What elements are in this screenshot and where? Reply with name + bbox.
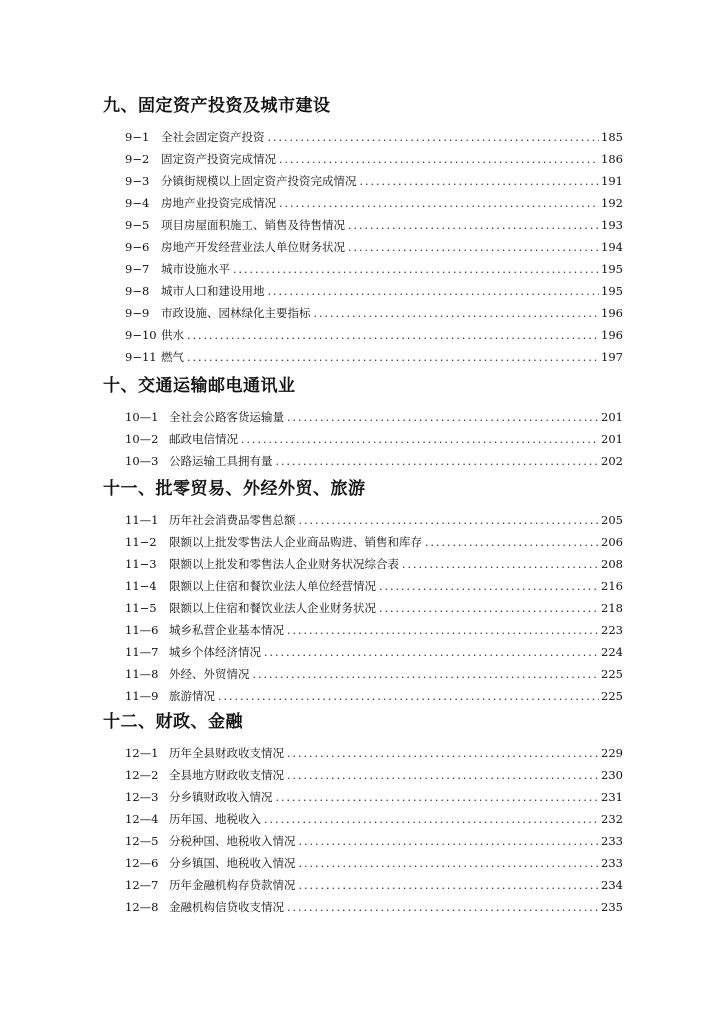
toc-entry[interactable] [103,302,623,324]
toc-entry[interactable] [103,852,623,874]
entry-title: 分税种国、地税收入情况 [169,834,296,848]
dot-leader [299,853,600,875]
entry-number: 11—1 [125,513,159,527]
dot-leader [360,171,600,193]
toc-entry[interactable] [103,786,623,808]
entry-number: 11—6 [125,623,159,637]
toc-entry[interactable] [103,575,623,597]
entry-title: 公路运输工具拥有量 [169,454,273,468]
page-number: 201 [601,432,623,446]
toc-entry[interactable] [103,450,623,472]
entry-list [103,742,623,918]
entry-number: 9−5 [125,218,150,232]
dot-leader [314,303,600,325]
entry-title: 金融机构信贷收支情况 [169,900,284,914]
entry-number: 11−3 [125,557,157,571]
entry-number: 12—3 [125,790,159,804]
entry-title: 旅游情况 [169,689,215,703]
toc-entry[interactable] [103,553,623,575]
entry-title: 固定资产投资完成情况 [161,152,276,166]
dot-leader [379,576,599,598]
page-number: 202 [601,454,623,468]
entry-number: 12—4 [125,812,159,826]
toc-entry[interactable] [103,406,623,428]
entry-title: 历年金融机构存贷款情况 [169,878,296,892]
entry-number: 9−11 [125,350,157,364]
entry-number: 11−5 [125,601,157,615]
page-number: 193 [601,218,623,232]
page-number: 233 [601,856,623,870]
page-number: 234 [601,878,623,892]
dot-leader [287,743,599,765]
entry-number: 9−1 [125,130,150,144]
entry-number: 10—3 [125,454,159,468]
section-title: 十二、财政、金融 [103,712,243,732]
entry-title: 历年全县财政收支情况 [169,746,284,760]
dot-leader [264,809,599,831]
entry-number: 11−4 [125,579,157,593]
page-number: 196 [601,306,623,320]
page-number: 195 [601,262,623,276]
entry-title: 房地产业投资完成情况 [161,196,276,210]
entry-number: 9−10 [125,328,157,342]
page-number: 201 [601,410,623,424]
dot-leader [276,451,600,473]
entry-title: 历年国、地税收入 [169,812,261,826]
entry-number: 9−8 [125,284,150,298]
dot-leader [348,237,599,259]
dot-leader [218,686,599,708]
entry-list [103,406,623,472]
toc-entry[interactable] [103,324,623,346]
entry-title: 限额以上住宿和餐饮业法人企业财务状况 [169,601,376,615]
page-number: 197 [601,350,623,364]
page-number: 233 [601,834,623,848]
toc-section-12 [103,710,623,918]
entry-title: 分乡镇财政收入情况 [169,790,273,804]
dot-leader [425,532,599,554]
entry-title: 限额以上住宿和餐饮业法人单位经营情况 [169,579,376,593]
toc-section-10 [103,374,623,472]
toc-section-11 [103,477,623,707]
section-title: 十、交通运输邮电通讯业 [103,376,296,396]
dot-leader [187,325,599,347]
entry-number: 10—1 [125,410,159,424]
entry-number: 11−2 [125,535,157,549]
dot-leader [268,127,600,149]
entry-title: 邮政电信情况 [169,432,238,446]
toc-section-9 [103,94,623,368]
dot-leader [279,193,599,215]
page-number: 195 [601,284,623,298]
dot-leader [279,149,599,171]
dot-leader [253,664,600,686]
page-number: 208 [601,557,623,571]
toc-entry[interactable] [103,742,623,764]
toc-entry[interactable] [103,214,623,236]
entry-title: 城市设施水平 [161,262,230,276]
entry-title: 房地产开发经营业法人单位财务状况 [161,240,345,254]
entry-number: 11—9 [125,689,159,703]
dot-leader [299,510,600,532]
page-number: 231 [601,790,623,804]
entry-title: 城市人口和建设用地 [161,284,265,298]
toc-entry[interactable] [103,531,623,553]
page-number: 223 [601,623,623,637]
entry-title: 燃气 [161,350,184,364]
entry-number: 9−7 [125,262,150,276]
entry-list [103,509,623,707]
entry-number: 9−3 [125,174,150,188]
dot-leader [402,554,599,576]
page-number: 224 [601,645,623,659]
toc-entry[interactable] [103,764,623,786]
entry-number: 12—5 [125,834,159,848]
section-title: 十一、批零贸易、外经外贸、旅游 [103,479,366,499]
entry-number: 9−9 [125,306,150,320]
entry-title: 限额以上批发和零售法人企业财务状况综合表 [169,557,399,571]
toc-entry[interactable] [103,641,623,663]
entry-number: 12—8 [125,900,159,914]
toc-entry[interactable] [103,874,623,896]
dot-leader [287,897,599,919]
page-number: 230 [601,768,623,782]
dot-leader [287,407,599,429]
entry-number: 12—1 [125,746,159,760]
dot-leader [299,831,600,853]
entry-number: 12—6 [125,856,159,870]
page-number: 186 [601,152,623,166]
dot-leader [287,620,599,642]
entry-title: 供水 [161,328,184,342]
entry-title: 项目房屋面积施工、销售及待售情况 [161,218,345,232]
entry-title: 分乡镇国、地税收入情况 [169,856,296,870]
dot-leader [287,765,599,787]
entry-number: 11—8 [125,667,159,681]
entry-number: 12—2 [125,768,159,782]
toc-entry[interactable] [103,148,623,170]
toc-entry[interactable] [103,192,623,214]
toc-entry[interactable] [103,896,623,918]
dot-leader [268,281,600,303]
entry-title: 历年社会消费品零售总额 [169,513,296,527]
page-number: 194 [601,240,623,254]
toc-entry[interactable] [103,830,623,852]
dot-leader [233,259,599,281]
dot-leader [299,875,600,897]
toc-entry[interactable] [103,509,623,531]
entry-number: 11—7 [125,645,159,659]
toc-entry[interactable] [103,280,623,302]
entry-title: 外经、外贸情况 [169,667,250,681]
toc-entry[interactable] [103,597,623,619]
entry-title: 分镇街规模以上固定资产投资完成情况 [161,174,357,188]
entry-title: 全县地方财政收支情况 [169,768,284,782]
page-number: 192 [601,196,623,210]
page-number: 235 [601,900,623,914]
toc-entry[interactable] [103,170,623,192]
toc-entry[interactable] [103,346,623,368]
dot-leader [276,787,600,809]
toc-entry[interactable] [103,126,623,148]
entry-number: 9−6 [125,240,150,254]
page-number: 185 [601,130,623,144]
page-number: 205 [601,513,623,527]
dot-leader [348,215,599,237]
entry-title: 城乡个体经济情况 [169,645,261,659]
page-number: 216 [601,579,623,593]
entry-number: 12—7 [125,878,159,892]
page-number: 218 [601,601,623,615]
entry-title: 市政设施、园林绿化主要指标 [161,306,311,320]
entry-number: 10—2 [125,432,159,446]
page-number: 229 [601,746,623,760]
section-title: 九、固定资产投资及城市建设 [103,96,331,116]
page-number: 232 [601,812,623,826]
page-number: 191 [601,174,623,188]
page-number: 196 [601,328,623,342]
entry-title: 全社会固定资产投资 [161,130,265,144]
toc-entry[interactable] [103,663,623,685]
page-number: 206 [601,535,623,549]
toc-entry[interactable] [103,258,623,280]
toc-entry[interactable] [103,685,623,707]
toc-entry[interactable] [103,619,623,641]
entry-title: 城乡私营企业基本情况 [169,623,284,637]
page-number: 225 [601,689,623,703]
entry-title: 限额以上批发零售法人企业商品购进、销售和库存 [169,535,422,549]
toc-entry[interactable] [103,808,623,830]
entry-number: 9−2 [125,152,150,166]
entry-list [103,126,623,368]
dot-leader [241,429,599,451]
toc-entry[interactable] [103,236,623,258]
dot-leader [264,642,599,664]
dot-leader [187,347,599,369]
dot-leader [379,598,599,620]
page-number: 225 [601,667,623,681]
toc-entry[interactable] [103,428,623,450]
entry-number: 9−4 [125,196,150,210]
entry-title: 全社会公路客货运输量 [169,410,284,424]
